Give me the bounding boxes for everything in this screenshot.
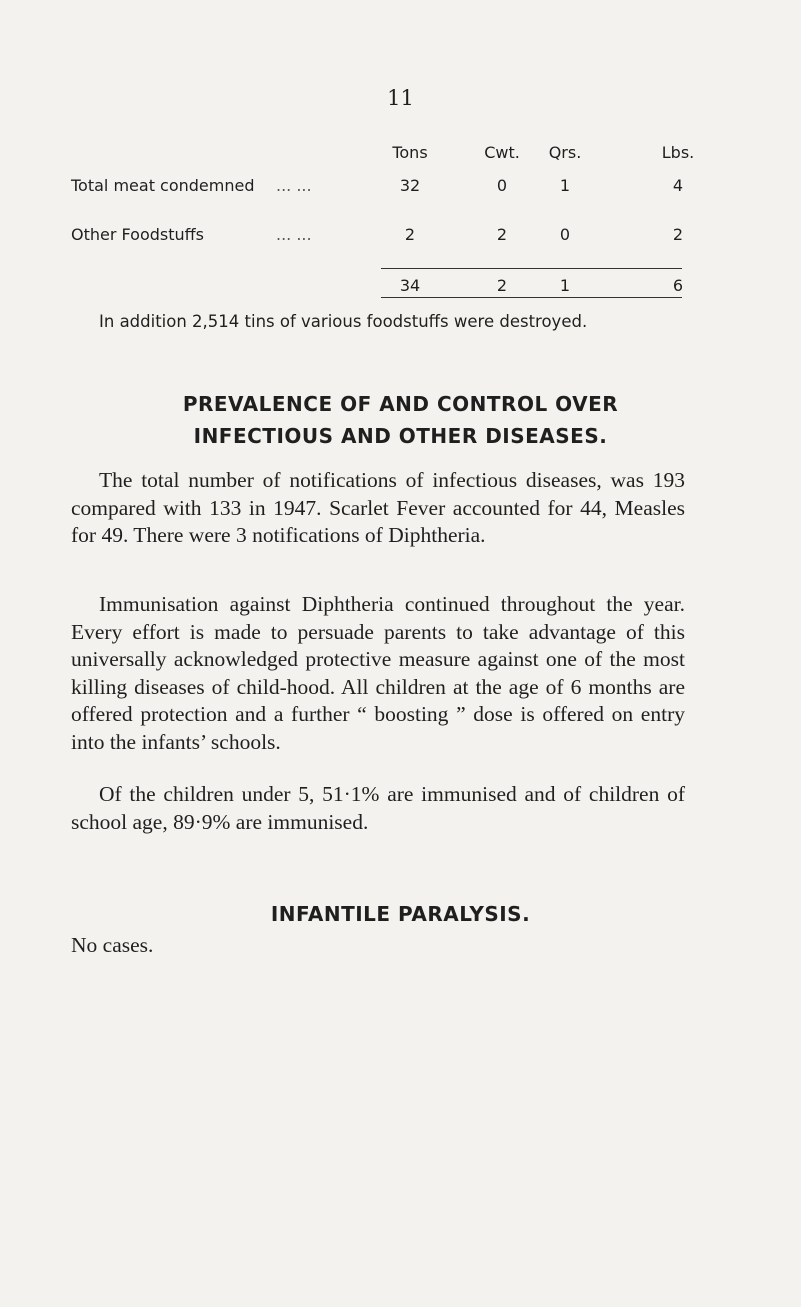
paragraph-immunised-rates: Of the children under 5, 51·1% are immunised and of children of school age, 89·9% are immunised.: [71, 782, 685, 834]
cell-qrs: 1: [559, 176, 571, 195]
section-heading-infantile-paralysis: INFANTILE PARALYSIS.: [270, 902, 531, 926]
row-label: Total meat condemned: [71, 176, 255, 195]
total-lbs: 6: [672, 276, 684, 295]
paragraph-immunisation: Immunisation against Diphtheria continued throughout the year. Every effort is made to persuade parents to take advantage of this universally acknowledged protective measure against one of the most killing diseases of child-hood. All children at the age of 6 months are offered protection and a further “ boosting ” dose is offered on entry into the infants’ schools.: [71, 592, 685, 754]
total-rule-top: [381, 268, 682, 269]
total-cwt: 2: [496, 276, 508, 295]
cell-cwt: 2: [496, 225, 508, 244]
cell-lbs: 4: [672, 176, 684, 195]
paragraph-no-cases: No cases.: [71, 933, 154, 957]
table-row: [0, 225, 801, 251]
cell-qrs: 0: [559, 225, 571, 244]
header-qrs: Qrs.: [548, 143, 582, 162]
table-row: [0, 176, 801, 202]
cell-tons: 2: [404, 225, 416, 244]
cell-lbs: 2: [672, 225, 684, 244]
section-heading-prevalence-line1: PREVALENCE OF AND CONTROL OVER: [182, 392, 619, 416]
section-heading-prevalence-line2: INFECTIOUS AND OTHER DISEASES.: [193, 424, 608, 448]
total-qrs: 1: [559, 276, 571, 295]
table-total-row: [0, 276, 801, 302]
row-leaders: ... ...: [276, 225, 312, 244]
cell-cwt: 0: [496, 176, 508, 195]
total-tons: 34: [399, 276, 421, 295]
total-rule-bottom: [381, 297, 682, 298]
header-tons: Tons: [392, 143, 428, 162]
header-lbs: Lbs.: [661, 143, 695, 162]
row-label: Other Foodstuffs: [71, 225, 204, 244]
page-number: 11: [387, 86, 414, 110]
row-leaders: ... ...: [276, 176, 312, 195]
tins-note: In addition 2,514 tins of various foodstuffs were destroyed.: [99, 312, 588, 331]
header-cwt: Cwt.: [484, 143, 520, 162]
cell-tons: 32: [399, 176, 421, 195]
table-header: [0, 143, 801, 169]
paragraph-notifications: The total number of notifications of infectious diseases, was 193 compared with 133 in 1947. Scarlet Fever accounted for 44, Measles for 49. There were 3 notifications of Diphtheria.: [71, 468, 685, 547]
